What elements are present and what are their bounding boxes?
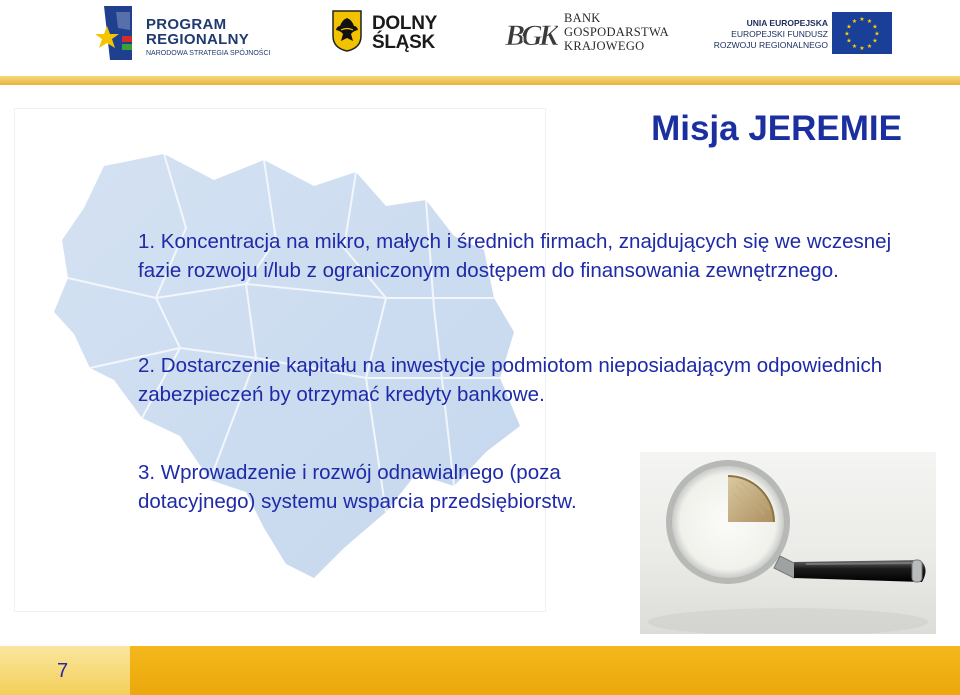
eu-flag-icon (832, 12, 892, 54)
eu-line3: ROZWOJU REGIONALNEGO (713, 40, 828, 50)
dolny-slask-line1: DOLNY (372, 13, 438, 34)
mission-point-2: 2. Dostarczenie kapitału na inwestycje podmiotom nieposiadającym odpowiednich zabezpieczeń by otrzymać kredyty bankowe. (138, 354, 883, 406)
eu-logo (713, 4, 896, 62)
dolny-slask-line2: ŚLĄSK (372, 32, 435, 53)
eu-line2: EUROPEJSKI FUNDUSZ (731, 29, 828, 39)
svg-text:BGK: BGK (505, 19, 555, 52)
svg-text:★: ★ (859, 16, 865, 23)
svg-text:★: ★ (859, 45, 865, 52)
svg-text:★: ★ (874, 30, 880, 38)
program-regionalny-line2: REGIONALNY (146, 31, 250, 48)
program-regionalny-line1: PROGRAM (146, 16, 227, 33)
bgk-logo (500, 4, 680, 62)
program-regionalny-star-icon (96, 6, 132, 60)
slide-title: Misja JEREMIE (651, 109, 902, 148)
svg-text:★: ★ (872, 23, 878, 31)
magnifying-glass-photo (640, 452, 936, 634)
mission-point-1: 1. Koncentracja na mikro, małych i średnich firmach, znajdujących się we wczesnej fazie rozwoju i/lub z ograniczonym dostępem do finansowania zewnętrznego. (138, 230, 892, 282)
page-number: 7 (57, 660, 69, 682)
svg-text:★: ★ (872, 37, 878, 45)
dolny-slask-logo (330, 4, 450, 62)
svg-text:★: ★ (844, 30, 850, 38)
mission-point-3: 3. Wprowadzenie i rozwój odnawialnego (poza dotacyjnego) systemu wsparcia przedsiębiorstw. (138, 461, 577, 513)
magnifying-glass-icon (640, 452, 936, 634)
bgk-line2: GOSPODARSTWA (564, 25, 670, 39)
eagle-crest-icon (332, 10, 362, 52)
svg-text:★: ★ (846, 23, 852, 31)
header-accent-strip (0, 76, 960, 85)
footer-bar (0, 646, 960, 695)
eu-line1: UNIA EUROPEJSKA (746, 18, 828, 28)
svg-text:★: ★ (866, 18, 873, 25)
logo-bar (0, 0, 960, 72)
program-regionalny-line3: NARODOWA STRATEGIA SPÓJNOŚCI (146, 50, 271, 57)
svg-text:★: ★ (851, 18, 858, 25)
svg-text:★: ★ (846, 37, 852, 45)
svg-text:★: ★ (851, 43, 858, 50)
program-regionalny-logo (96, 4, 276, 62)
bgk-line3: KRAJOWEGO (564, 39, 645, 53)
bgk-line1: BANK (564, 11, 601, 25)
svg-text:★: ★ (866, 43, 873, 50)
bgk-monogram (502, 14, 558, 54)
